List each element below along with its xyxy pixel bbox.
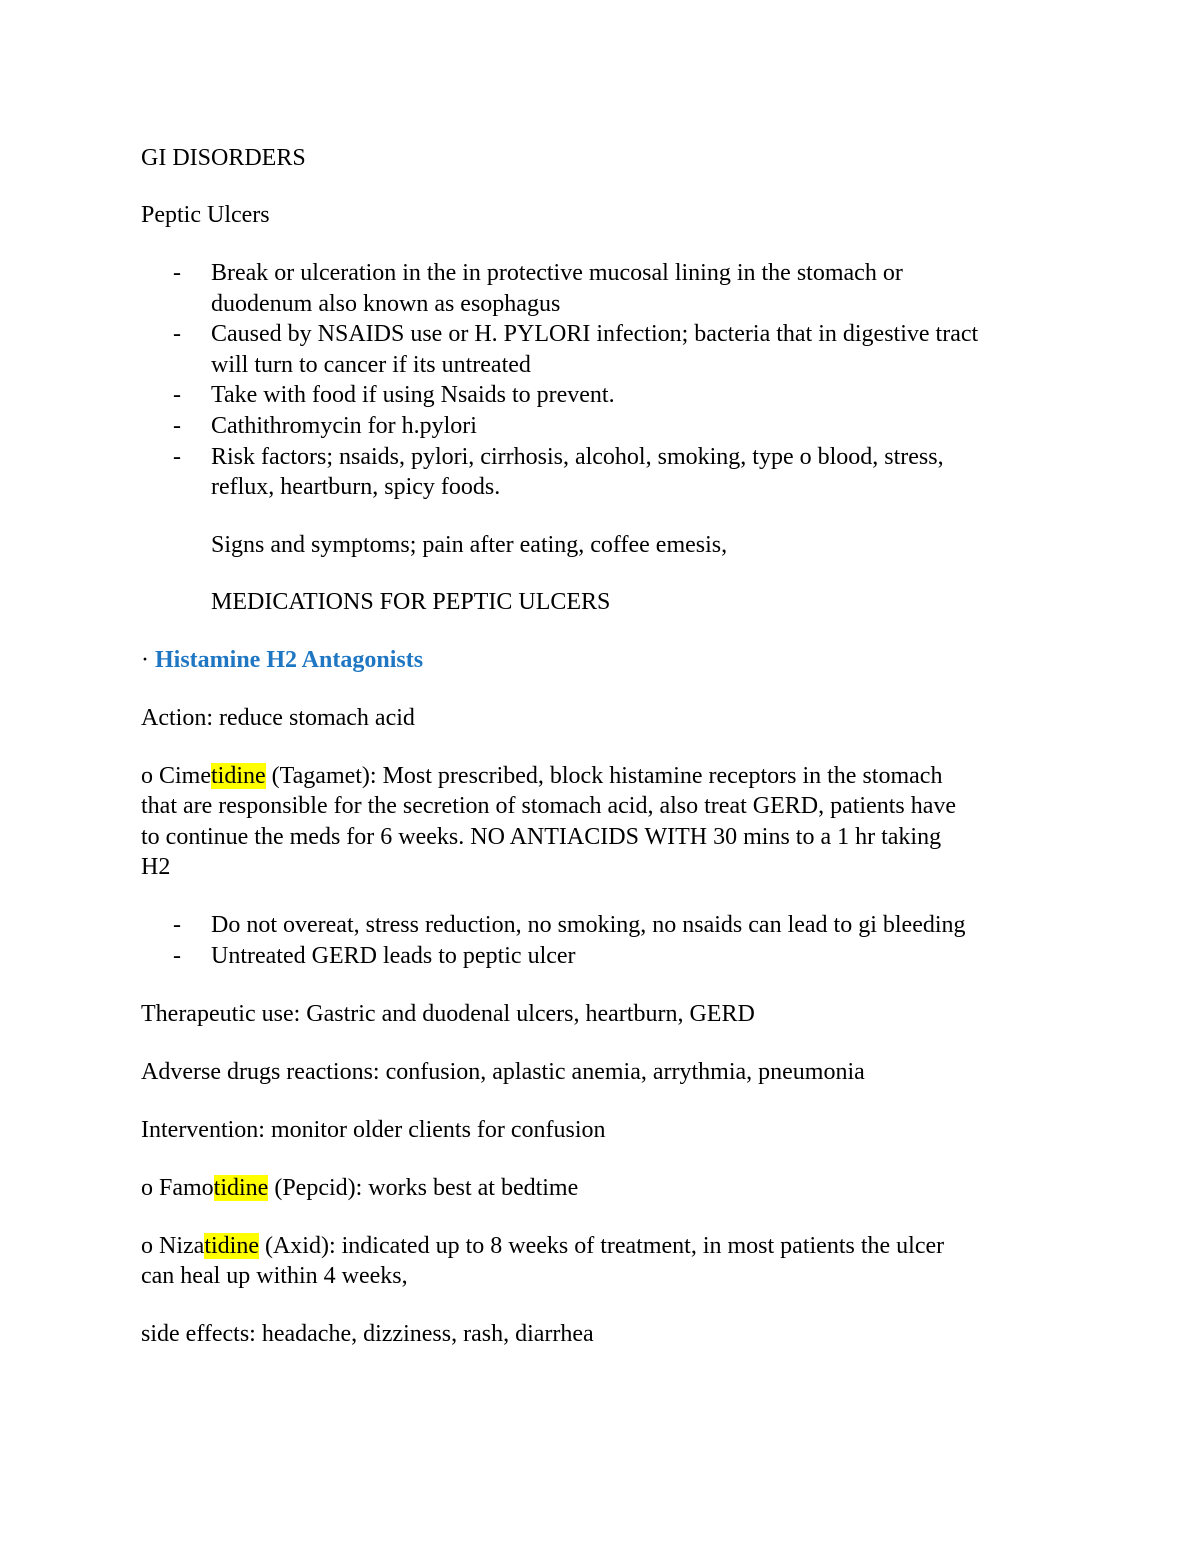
highlight-suffix: tidine [204, 1233, 259, 1259]
bullet-item-text: Untreated GERD leads to peptic ulcer [211, 943, 576, 969]
cimetidine-text: H2 [141, 854, 171, 880]
section-heading: Peptic Ulcers [141, 202, 270, 228]
bullet-marker: - [173, 382, 181, 408]
bullet-marker: - [173, 444, 181, 470]
signs-and-symptoms: Signs and symptoms; pain after eating, coffee emesis, [211, 532, 728, 558]
drug-description: (Tagamet): Most prescribed, block histamine receptors in the stomach [265, 763, 943, 789]
intervention: Intervention: monitor older clients for confusion [141, 1117, 606, 1143]
drug-prefix: o Cime [141, 763, 211, 789]
highlight-suffix: tidine [211, 763, 266, 789]
drug-prefix: o Famo [141, 1175, 214, 1201]
bullet-item-text: duodenum also known as esophagus [211, 291, 561, 317]
bullet-marker: - [173, 912, 181, 938]
action-text: Action: reduce stomach acid [141, 705, 415, 731]
bullet-marker: - [173, 413, 181, 439]
highlight-suffix: tidine [213, 1175, 269, 1201]
drug-description: (Axid): indicated up to 8 weeks of treatment, in most patients the ulcer [258, 1233, 945, 1259]
bullet-item-text: reflux, heartburn, spicy foods. [211, 474, 501, 500]
drug-description: (Pepcid): works best at bedtime [268, 1175, 579, 1201]
nizatidine-line [141, 1231, 944, 1261]
bullet-marker: - [173, 321, 181, 347]
bullet-marker: - [173, 260, 181, 286]
famotidine-line [141, 1173, 578, 1203]
bullet-item-text: Take with food if using Nsaids to prevent. [211, 382, 615, 408]
bullet-dot: · [141, 647, 149, 673]
cimetidine-text: that are responsible for the secretion of stomach acid, also treat GERD, patients have [141, 793, 957, 819]
bullet-item-text: Cathithromycin for h.pylori [211, 413, 477, 439]
cimetidine-text: to continue the meds for 6 weeks. NO ANTIACIDS WITH 30 mins to a 1 hr taking [141, 824, 942, 850]
side-effects: side effects: headache, dizziness, rash, diarrhea [141, 1321, 594, 1347]
bullet-item-text: Caused by NSAIDS use or H. PYLORI infection; bacteria that in digestive tract [211, 321, 979, 347]
bullet-item-text: Break or ulceration in the in protective mucosal lining in the stomach or [211, 260, 903, 286]
h2-antagonists-heading [141, 645, 423, 675]
bullet-item-text: Do not overeat, stress reduction, no smoking, no nsaids can lead to gi bleeding [211, 912, 966, 938]
therapeutic-use: Therapeutic use: Gastric and duodenal ulcers, heartburn, GERD [141, 1001, 755, 1027]
bullet-item-text: Risk factors; nsaids, pylori, cirrhosis, alcohol, smoking, type o blood, stress, [211, 444, 944, 470]
medications-heading: MEDICATIONS FOR PEPTIC ULCERS [211, 589, 611, 615]
bullet-item-text: will turn to cancer if its untreated [211, 352, 531, 378]
nizatidine-text: can heal up within 4 weeks, [141, 1263, 408, 1289]
document-title: GI DISORDERS [141, 145, 306, 171]
drug-prefix: o Niza [141, 1233, 205, 1259]
h2-heading-text: Histamine H2 Antagonists [155, 647, 424, 673]
adverse-reactions: Adverse drugs reactions: confusion, aplastic anemia, arrythmia, pneumonia [141, 1059, 865, 1085]
cimetidine-line [141, 761, 942, 791]
bullet-marker: - [173, 943, 181, 969]
